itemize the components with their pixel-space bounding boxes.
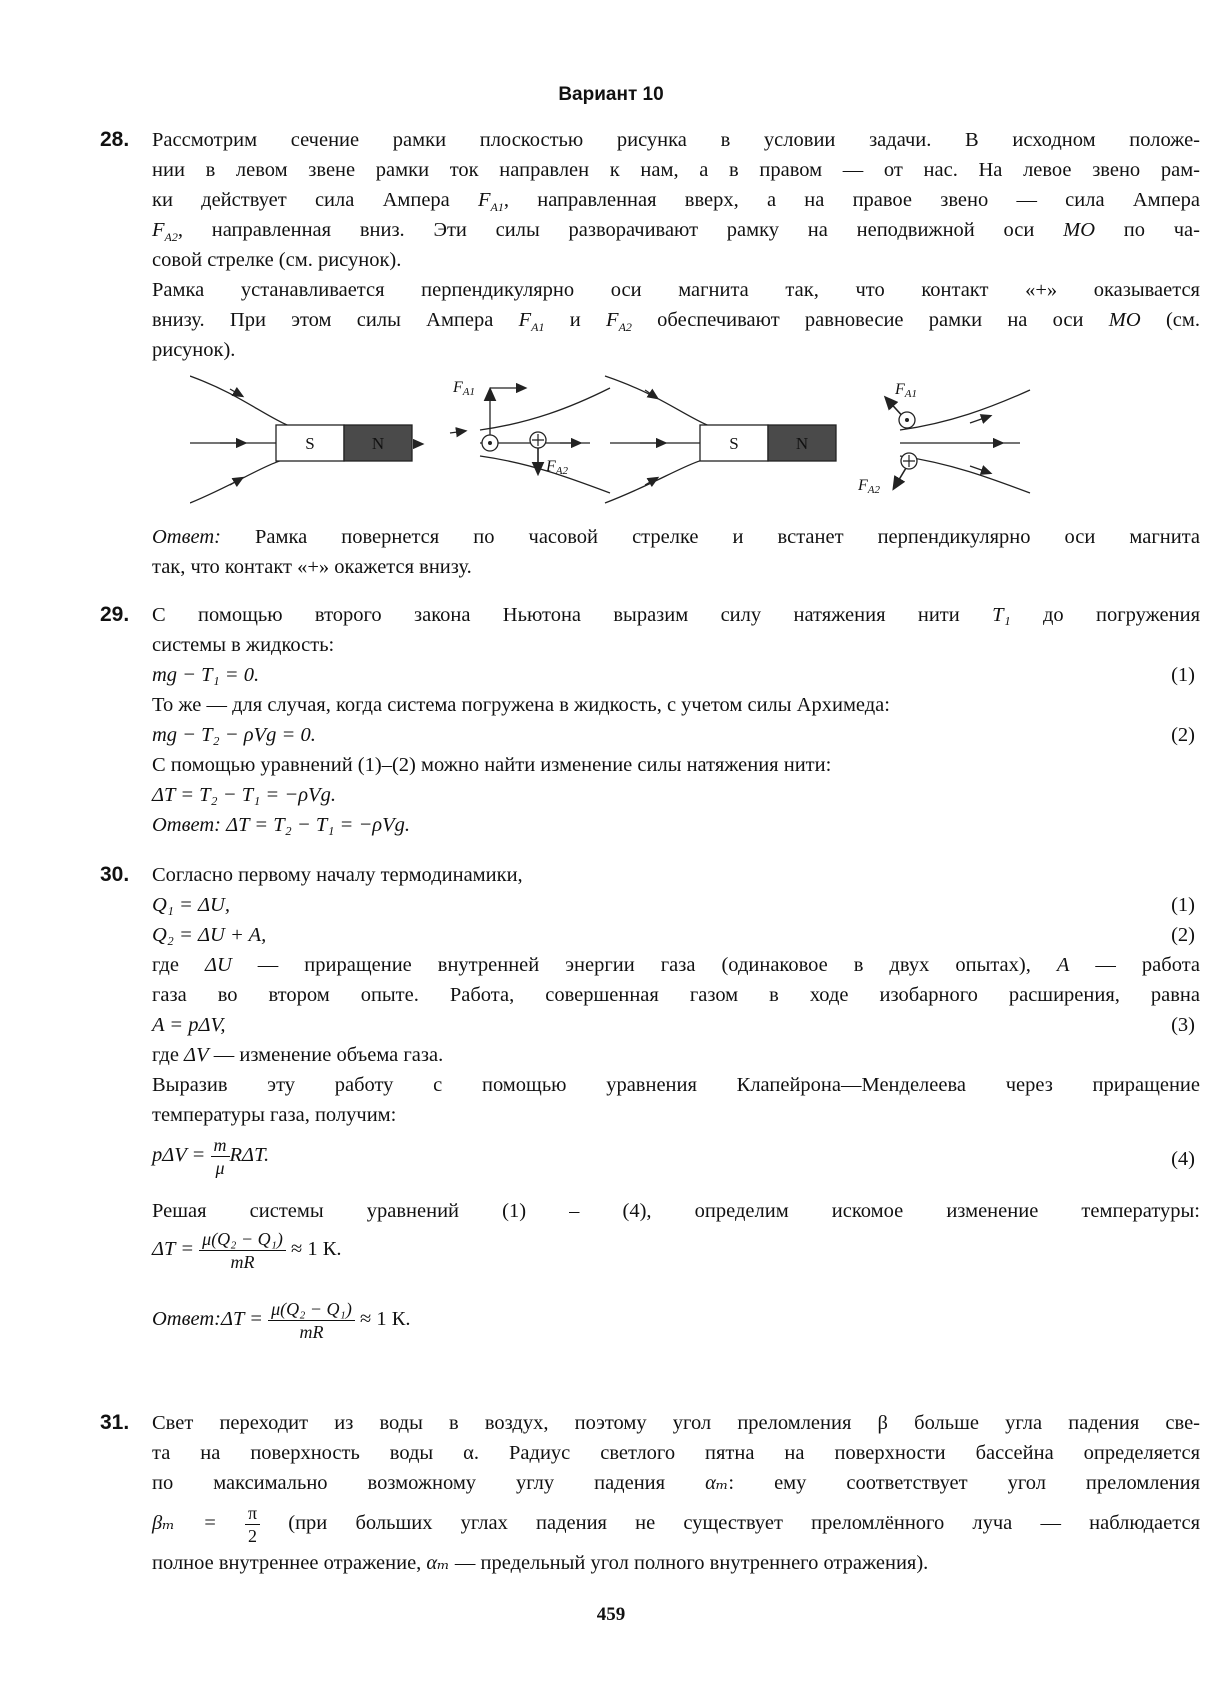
p30-eq-2: Q₂ = ΔU + A,	[152, 924, 267, 946]
p28-line-8: рисунок).	[152, 339, 236, 361]
problem-30-number: 30.	[100, 863, 130, 886]
p30-eq-1-number: (1)	[1171, 894, 1195, 916]
fa2-label-left: FA2	[546, 458, 569, 477]
p31-line-2: та на поверхность воды α. Радиус светлого пятна на поверхности бассейна определяется	[152, 1442, 1200, 1464]
p28-line-6: Рамка устанавливается перпендикулярно оси магнита так, что контакт «+» оказывается	[152, 279, 1200, 301]
p31-line-4: βₘ = $\frac{\pi}{2}$ (при больших углах падения не существует преломлённого луча — наблюдается	[152, 1503, 1200, 1546]
p29-eq-1-number: (1)	[1171, 664, 1195, 686]
pole-s-label-left: S	[305, 434, 315, 453]
pole-n-label-left: N	[371, 434, 385, 453]
p30-line-5: Выразив эту работу с помощью уравнения Клапейрона—Менделеева через приращение	[152, 1074, 1200, 1096]
p30-line-7: Решая системы уравнений (1) – (4), определим искомое изменение температуры:	[152, 1200, 1200, 1222]
p30-line-3: газа во втором опыте. Работа, совершенная газом в ходе изобарного расширения, равна	[152, 984, 1200, 1006]
problem-28-number: 28.	[100, 128, 130, 151]
p28-line-5: совой стрелке (см. рисунок).	[152, 249, 402, 271]
p29-eq-2-number: (2)	[1171, 724, 1195, 746]
page-number: 459	[596, 1604, 626, 1625]
pole-n-label-right: N	[795, 434, 809, 453]
p30-eq-1: Q₁ = ΔU,	[152, 894, 230, 916]
p29-line-2: системы в жидкость:	[152, 634, 335, 656]
field-line	[480, 456, 610, 493]
p28-line-2: нии в левом звене рамки ток направлен к нам, а в правом — от нас. На левое звено рам-	[152, 159, 1200, 181]
p29-eq-3: ΔT = T₂ − T₁ = −ρVg.	[152, 784, 336, 806]
p31-line-3: по максимально возможному углу падения αₘ: ему соответствует угол преломления	[152, 1472, 1200, 1494]
problem-31-number: 31.	[100, 1411, 130, 1434]
p28-line-7: внизу. При этом силы Ампера $F_{A1}$ и $F_{A2}$ обеспечивают равновесие рамки на оси МО (см.	[152, 309, 1200, 335]
p30-answer: Ответ:ΔT = $\frac{\text{μ(Q₂ − Q₁)}}{mR}$ ≈ 1 К.	[152, 1299, 411, 1342]
field-line	[480, 388, 610, 430]
p28-line-1: Рассмотрим сечение рамки плоскостью рисунка в условии задачи. В исходном положе-	[152, 129, 1200, 151]
p28-line-4: $F_{A2}$, направленная вниз. Эти силы разворачивают рамку на неподвижной оси МО по ча-	[152, 219, 1200, 245]
p30-eq-2-number: (2)	[1171, 924, 1195, 946]
fa1-label-right: FA1	[895, 381, 918, 400]
p31-line-1: Свет переходит из воды в воздух, поэтому угол преломления β больше угла падения све-	[152, 1412, 1200, 1434]
problem-29-number: 29.	[100, 603, 130, 626]
p30-eq-3: A = pΔV,	[152, 1014, 226, 1036]
p29-line-4: С помощью уравнений (1)–(2) можно найти изменение силы натяжения нити:	[152, 754, 832, 776]
p28-line-3: ки действует сила Ампера $F_{A1}$, направленная вверх, а на правое звено — сила Ампера	[152, 189, 1200, 215]
p30-line-2: где ΔU — приращение внутренней энергии газа (одинаковое в двух опытах), A — работа	[152, 954, 1200, 976]
page-title: Вариант 10	[558, 84, 664, 105]
p29-eq-1: mg − T₁ = 0.	[152, 664, 260, 686]
fa1-label-left: FA1	[453, 379, 476, 398]
p29-eq-2: mg − T₂ − ρVg = 0.	[152, 724, 316, 746]
p29-line-1: С помощью второго закона Ньютона выразим силу натяжения нити T₁ до погружения	[152, 604, 1200, 626]
p31-line-5: полное внутреннее отражение, αₘ — предельный угол полного внутреннего отражения).	[152, 1552, 929, 1574]
p30-eq-3-number: (3)	[1171, 1014, 1195, 1036]
p28-answer-line-1: Ответ: Рамка повернется по часовой стрелке и встанет перпендикулярно оси магнита	[152, 526, 1200, 548]
pole-s-label-right: S	[729, 434, 739, 453]
p30-eq-4-number: (4)	[1171, 1148, 1195, 1170]
p29-line-3: То же — для случая, когда система погружена в жидкость, с учетом силы Архимеда:	[152, 694, 890, 716]
p30-line-6: температуры газа, получим:	[152, 1104, 397, 1126]
magnet-field-figure	[190, 368, 1150, 508]
p28-answer-line-2: так, что контакт «+» окажется внизу.	[152, 556, 472, 578]
p30-line-4: где ΔV — изменение объема газа.	[152, 1044, 444, 1066]
p29-answer: Ответ: ΔT = T₂ − T₁ = −ρVg.	[152, 814, 411, 836]
p30-eq-4: pΔV = $\frac{m}{\mu}$ RΔT.	[152, 1135, 270, 1178]
fa2-label-right: FA2	[858, 477, 881, 496]
p30-eq-5: ΔT = $\frac{\text{μ(Q₂ − Q₁)}}{mR}$ ≈ 1 К.	[152, 1229, 342, 1272]
p30-line-1: Согласно первому началу термодинамики,	[152, 864, 523, 886]
